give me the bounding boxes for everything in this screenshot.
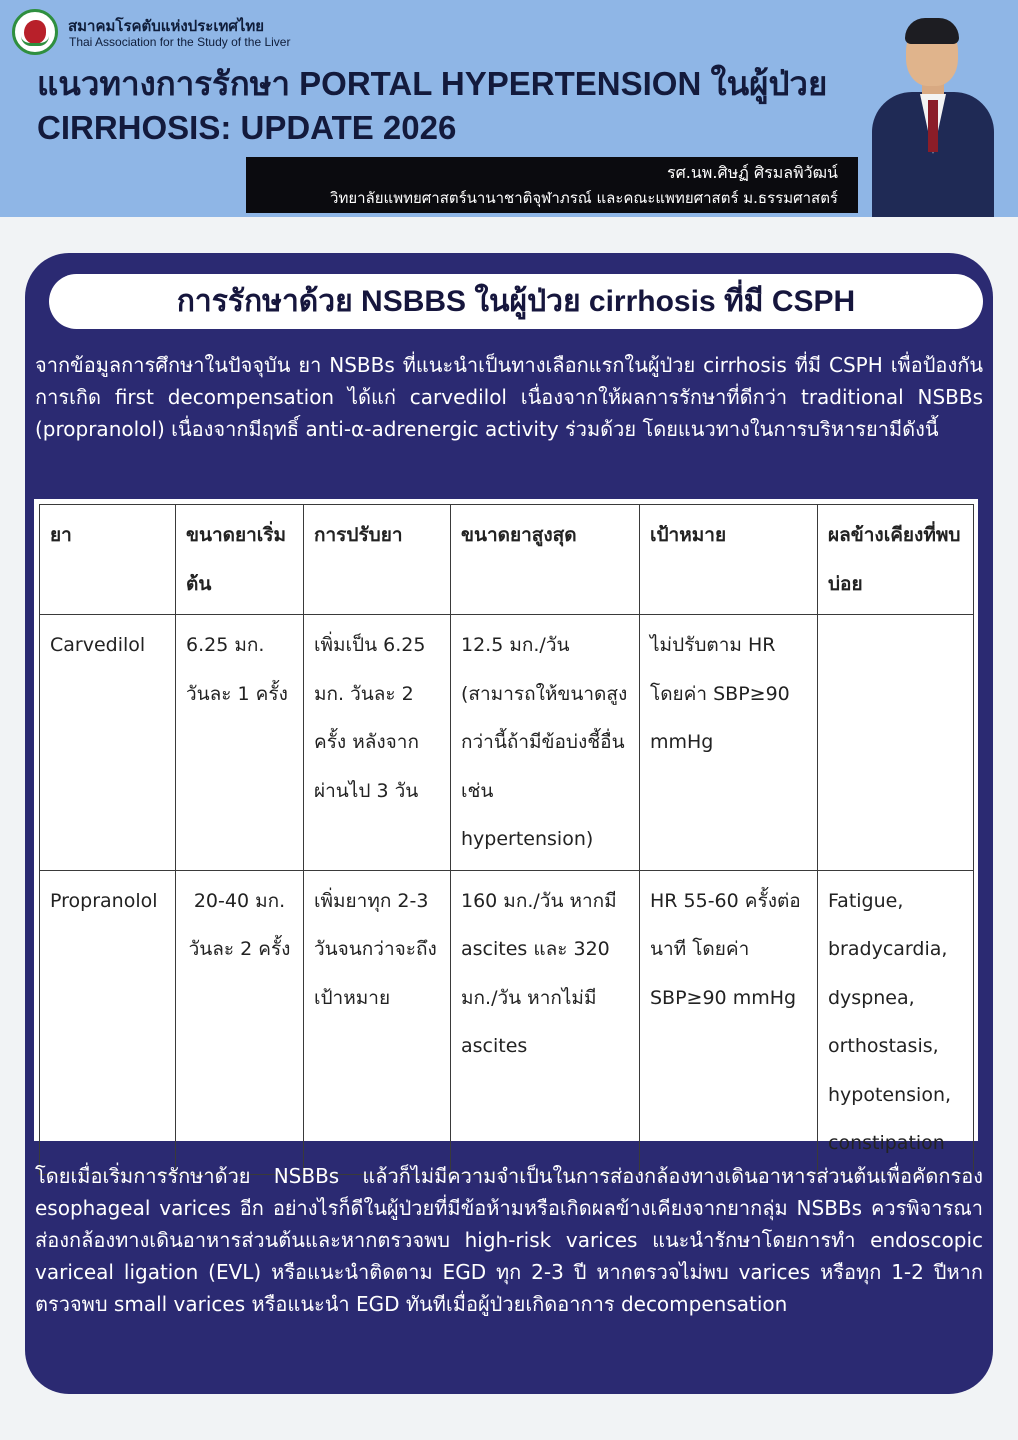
- header-drug: ยา: [40, 505, 176, 615]
- association-logo-icon: [12, 9, 58, 55]
- author-bar: [246, 157, 858, 213]
- header-target: เป้าหมาย: [640, 505, 818, 615]
- nsbb-dosing-table: [39, 504, 974, 1175]
- portrait-hair: [905, 18, 959, 44]
- section-title: การรักษาด้วย NSBBS ในผู้ป่วย cirrhosis ที่มี CSPH: [49, 274, 983, 329]
- main-title-line1: แนวทางการรักษา PORTAL HYPERTENSION ในผู้ป่วย: [37, 65, 828, 102]
- header-side-effects: ผลข้างเคียงที่พบบ่อย: [818, 505, 974, 615]
- header-banner: [0, 0, 1018, 217]
- cell-side-effects: [818, 615, 974, 871]
- cell-max-dose: 160 มก./วัน หากมี ascites และ 320 มก./วัน หากไม่มี ascites: [451, 870, 640, 1174]
- cell-max-dose: 12.5 มก./วัน (สามารถให้ขนาดสูงกว่านี้ถ้ามีข้อบ่งชี้อื่น เช่น hypertension): [451, 615, 640, 871]
- content-card: [25, 253, 993, 1394]
- header-max-dose: ขนาดยาสูงสุด: [451, 505, 640, 615]
- table-row: [40, 615, 974, 871]
- leaf-arc-icon: [21, 36, 49, 46]
- cell-side-effects: Fatigue, bradycardia, dyspnea, orthostasis, hypotension, constipation: [818, 870, 974, 1174]
- cell-initial-dose: 6.25 มก. วันละ 1 ครั้ง: [176, 615, 304, 871]
- org-name-english: Thai Association for the Study of the Liver: [69, 35, 291, 49]
- main-title-line2: CIRRHOSIS: UPDATE 2026: [37, 109, 457, 146]
- closing-paragraph: โดยเมื่อเริ่มการรักษาด้วย NSBBs แล้วก็ไม่มีความจำเป็นในการส่องกล้องทางเดินอาหารส่วนต้นเพื่อคัดกรอง esophageal varices อีก อย่างไรก็ดีในผู้ป่วยที่มีข้อห้ามหรือเกิดผลข้างเคียงจากยากลุ่ม NSBBs ควรพิจารณาส่องกล้องทางเดินอาหารส่วนต้นและหากตรวจพบ high-risk varices แนะนำรักษาโดยการทำ endoscopic variceal ligation (EVL) หรือแนะนำติดตาม EGD ทุก 2-3 ปี หากตรวจไม่พบ varices หรือทุก 1-2 ปีหากตรวจพบ small varices หรือแนะนำ EGD ทันทีเมื่อผู้ป่วยเกิดอาการ decompensation: [35, 1164, 983, 1316]
- table-row: [40, 870, 974, 1174]
- portrait-tie: [928, 100, 938, 152]
- author-portrait: [868, 14, 998, 217]
- org-name-thai: สมาคมโรคตับแห่งประเทศไทย: [68, 17, 265, 35]
- main-title: [37, 62, 897, 150]
- intro-paragraph: จากข้อมูลการศึกษาในปัจจุบัน ยา NSBBs ที่แนะนำเป็นทางเลือกแรกในผู้ป่วย cirrhosis ที่มี CSPH เพื่อป้องกันการเกิด first decompensation ได้แก่ carvedilol เนื่องจากให้ผลการรักษาที่ดีกว่า traditional NSBBs (propranolol) เนื่องจากมีฤทธิ์ anti-α-adrenergic activity ร่วมด้วย โดยแนวทางในการบริหารยามีดังนี้: [35, 353, 983, 441]
- cell-drug-carvedilol: Carvedilol: [40, 615, 176, 871]
- cell-target: ไม่ปรับตาม HR โดยค่า SBP≥90 mmHg: [640, 615, 818, 871]
- author-institution: วิทยาลัยแพทยศาสตร์นานาชาติจุฬาภรณ์ และคณะแพทยศาสตร์ ม.ธรรมศาสตร์: [330, 189, 838, 207]
- cell-initial-dose: 20-40 มก. วันละ 2 ครั้ง: [176, 870, 304, 1174]
- author-name: รศ.นพ.ศิษฏ์ ศิรมลพิวัฒน์: [667, 163, 838, 182]
- cell-target: HR 55-60 ครั้งต่อนาที โดยค่า SBP≥90 mmHg: [640, 870, 818, 1174]
- header-titration: การปรับยา: [304, 505, 451, 615]
- cell-titration: เพิ่มเป็น 6.25 มก. วันละ 2 ครั้ง หลังจากผ่านไป 3 วัน: [304, 615, 451, 871]
- cell-titration: เพิ่มยาทุก 2-3 วันจนกว่าจะถึงเป้าหมาย: [304, 870, 451, 1174]
- cell-drug-propranolol: Propranolol: [40, 870, 176, 1174]
- dosing-table-container: [34, 499, 978, 1154]
- table-header-row: [40, 505, 974, 615]
- header-initial-dose: ขนาดยาเริ่มต้น: [176, 505, 304, 615]
